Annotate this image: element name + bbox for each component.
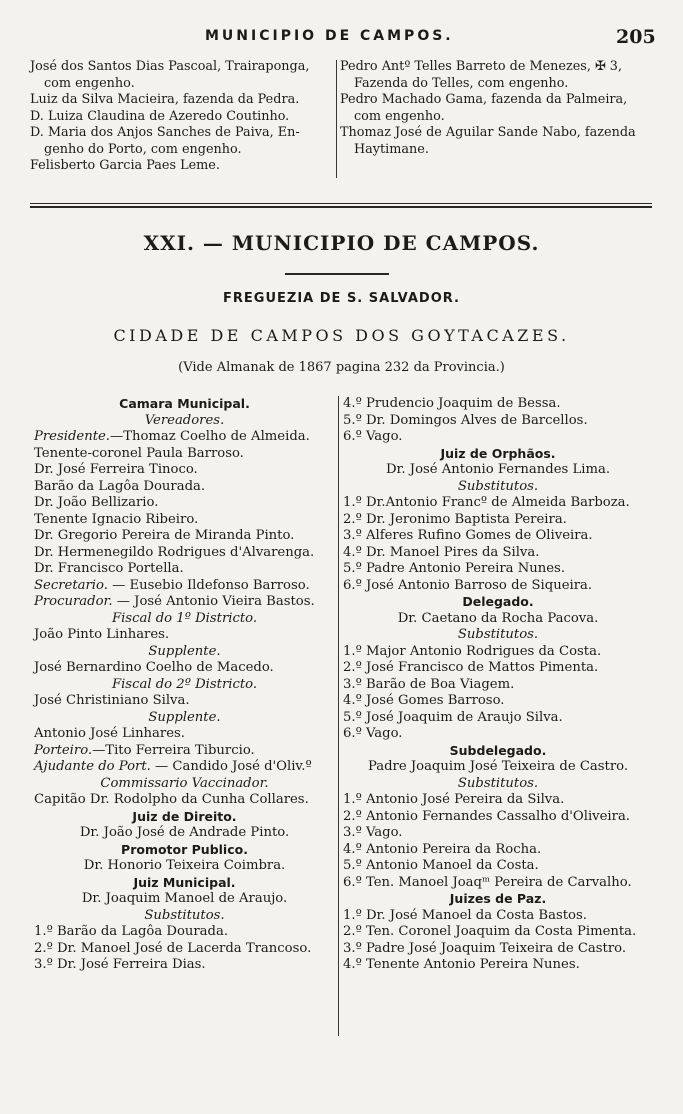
freguezia-heading: FREGUEZIA DE S. SALVADOR. — [223, 291, 460, 306]
entry-line: 3.º Padre José Joaquim Teixeira de Castro. — [343, 940, 627, 956]
entry-line: D. Maria dos Anjos Sanches de Paiva, En- — [30, 125, 300, 140]
entry-line: com engenho. — [354, 108, 445, 124]
ajudante-line: Ajudante do Port. — Candido José d'Oliv.º — [34, 759, 312, 774]
entry-line: 1.º Barão da Lagôa Dourada. — [34, 924, 229, 939]
entry-line: 6.º Vago. — [343, 726, 403, 741]
title-underline — [285, 273, 389, 275]
office-holder: Dr. José Antonio Fernandes Lima. — [385, 462, 611, 477]
section-title: XXI. — MUNICIPIO DE CAMPOS. — [143, 231, 540, 255]
office-holder: Dr. João José de Andrade Pinto. — [79, 825, 290, 840]
entry-line: 2.º Ten. Coronel Joaquim da Costa Pimenta. — [343, 924, 637, 939]
subheading: Fiscal do 1º Districto. — [111, 610, 258, 626]
entry-line: 4.º Prudencio Joaquim de Bessa. — [343, 396, 561, 411]
running-title: MUNICIPIO DE CAMPOS. — [205, 28, 454, 44]
entry-line: 2.º Dr. Manoel José de Lacerda Trancoso. — [34, 940, 312, 956]
entry-line: 3.º Barão de Boa Viagem. — [343, 676, 515, 692]
entry-line: Felisberto Garcia Paes Leme. — [30, 158, 220, 173]
page-number: 205 — [616, 26, 656, 48]
entry-line: 1.º Antonio José Pereira da Silva. — [343, 792, 565, 807]
entry-line: genho do Porto, com engenho. — [44, 141, 242, 157]
entry-line: com engenho. — [44, 75, 135, 91]
entry-line: 3.º Dr. José Ferreira Dias. — [34, 957, 206, 972]
entry-line: Tenente-coronel Paula Barroso. — [34, 445, 244, 461]
entry-line: Pedro Machado Gama, fazenda da Palmeira, — [340, 92, 628, 107]
subheading: Substitutos. — [457, 478, 539, 494]
office-holder: Dr. Honorio Teixeira Coimbra. — [83, 858, 286, 873]
top-column-divider — [336, 60, 337, 178]
subheading: Supplente. — [148, 643, 221, 659]
porteiro-line: Porteiro.—Tito Ferreira Tiburcio. — [34, 742, 255, 758]
secretario-line: Secretario. — Eusebio Ildefonso Barroso. — [34, 577, 310, 593]
entry-line: 4.º Antonio Pereira da Rocha. — [343, 841, 542, 857]
entry-line: José Bernardino Coelho de Macedo. — [34, 660, 274, 675]
entry-line: Haytimane. — [354, 141, 429, 157]
entry-line: 2.º Dr. Jeronimo Baptista Pereira. — [343, 511, 567, 527]
subheading: Vereadores. — [144, 412, 225, 428]
vide-note: (Vide Almanak de 1867 pagina 232 da Provincia.) — [178, 360, 505, 375]
subheading: Fiscal do 2º Districto. — [111, 676, 258, 692]
entry-line: 6.º José Antonio Barroso de Siqueira. — [343, 577, 593, 593]
office-holder: Dr. Joaquim Manoel de Araujo. — [81, 891, 288, 906]
office-holder: Dr. Caetano da Rocha Pacova. — [397, 610, 599, 626]
entry-line: 4.º Tenente Antonio Pereira Nunes. — [343, 957, 580, 972]
entry-line: Dr. João Bellizario. — [34, 495, 159, 510]
cidade-heading: CIDADE DE CAMPOS DOS GOYTACAZES. — [113, 326, 570, 345]
entry-line: Fazenda do Telles, com engenho. — [354, 75, 569, 91]
entry-line: 5.º Dr. Domingos Alves de Barcellos. — [343, 412, 588, 428]
entry-line: 6.º Ten. Manoel Joaqᵐ Pereira de Carvalho. — [343, 874, 632, 890]
entry-line: Dr. Hermenegildo Rodrigues d'Alvarenga. — [34, 544, 315, 560]
office-heading: Delegado. — [462, 594, 534, 609]
entry-line: 5.º José Joaquim de Araujo Silva. — [343, 709, 563, 725]
top-right-column — [340, 59, 652, 158]
entry-line: José Christiniano Silva. — [34, 693, 190, 708]
entry-line: Antonio José Linhares. — [34, 726, 185, 741]
office-holder: Padre Joaquim José Teixeira de Castro. — [367, 759, 629, 774]
office-heading: Juiz de Orphãos. — [440, 445, 556, 461]
main-left-column — [34, 396, 335, 974]
entry-line: 5.º Antonio Manoel da Costa. — [343, 858, 539, 873]
main-right-column — [343, 396, 653, 974]
entry-line: 3.º Alferes Rufino Gomes de Oliveira. — [343, 528, 593, 543]
entry-line: Tenente Ignacio Ribeiro. — [34, 511, 199, 527]
office-heading: Camara Municipal. — [119, 396, 250, 411]
entry-line: João Pinto Linhares. — [34, 627, 170, 642]
entry-line: 1.º Dr. José Manoel da Costa Bastos. — [343, 907, 587, 923]
double-rule-bottom — [30, 206, 652, 208]
subheading: Substitutos. — [457, 627, 539, 642]
office-heading: Juiz Municipal. — [133, 874, 236, 890]
office-heading: Subdelegado. — [449, 742, 547, 758]
entry-line: José dos Santos Dias Pascoal, Trairaponga, — [30, 59, 310, 74]
subheading: Commissario Vaccinador. — [100, 775, 269, 791]
office-heading: Juiz de Direito. — [132, 808, 237, 824]
entry-line: 1.º Dr.Antonio Francº de Almeida Barboza. — [343, 495, 630, 510]
entry-line: Dr. José Ferreira Tinoco. — [34, 462, 198, 477]
entry-line: 3.º Vago. — [343, 825, 403, 840]
procurador-line: Procurador. — José Antonio Vieira Bastos. — [34, 594, 315, 609]
entry-line: 4.º Dr. Manoel Pires da Silva. — [343, 544, 540, 560]
double-rule-top — [30, 203, 652, 204]
entry-line: Dr. Gregorio Pereira de Miranda Pinto. — [34, 528, 295, 543]
subheading: Supplente. — [148, 709, 221, 725]
top-left-column — [30, 59, 332, 175]
running-head — [0, 26, 683, 50]
entry-line: 5.º Padre Antonio Pereira Nunes. — [343, 561, 566, 576]
entry-line: 2.º José Francisco de Mattos Pimenta. — [343, 660, 599, 675]
entry-line: D. Luiza Claudina de Azeredo Coutinho. — [30, 108, 290, 124]
office-heading: Promotor Publico. — [121, 841, 248, 857]
entry-line: Barão da Lagôa Dourada. — [34, 478, 206, 494]
entry-line: Thomaz José de Aguilar Sande Nabo, fazenda — [340, 125, 636, 140]
entry-line: 4.º José Gomes Barroso. — [343, 693, 505, 708]
entry-line: Capitão Dr. Rodolpho da Cunha Collares. — [34, 792, 309, 807]
subheading: Substitutos. — [144, 907, 225, 923]
subheading: Substitutos. — [457, 775, 539, 791]
entry-line: 1.º Major Antonio Rodrigues da Costa. — [343, 643, 602, 659]
entry-line: 2.º Antonio Fernandes Cassalho d'Oliveira. — [343, 808, 631, 824]
entry-line: Luiz da Silva Macieira, fazenda da Pedra. — [30, 92, 300, 107]
main-column-divider — [338, 396, 339, 1036]
entry-line: Dr. Francisco Portella. — [34, 561, 184, 576]
office-heading: Juizes de Paz. — [449, 891, 547, 906]
entry-line: Pedro Antº Telles Barreto de Menezes, ✠ 3, — [340, 59, 623, 74]
entry-line: 6.º Vago. — [343, 429, 403, 444]
presidente-line: Presidente.—Thomaz Coelho de Almeida. — [34, 429, 310, 444]
